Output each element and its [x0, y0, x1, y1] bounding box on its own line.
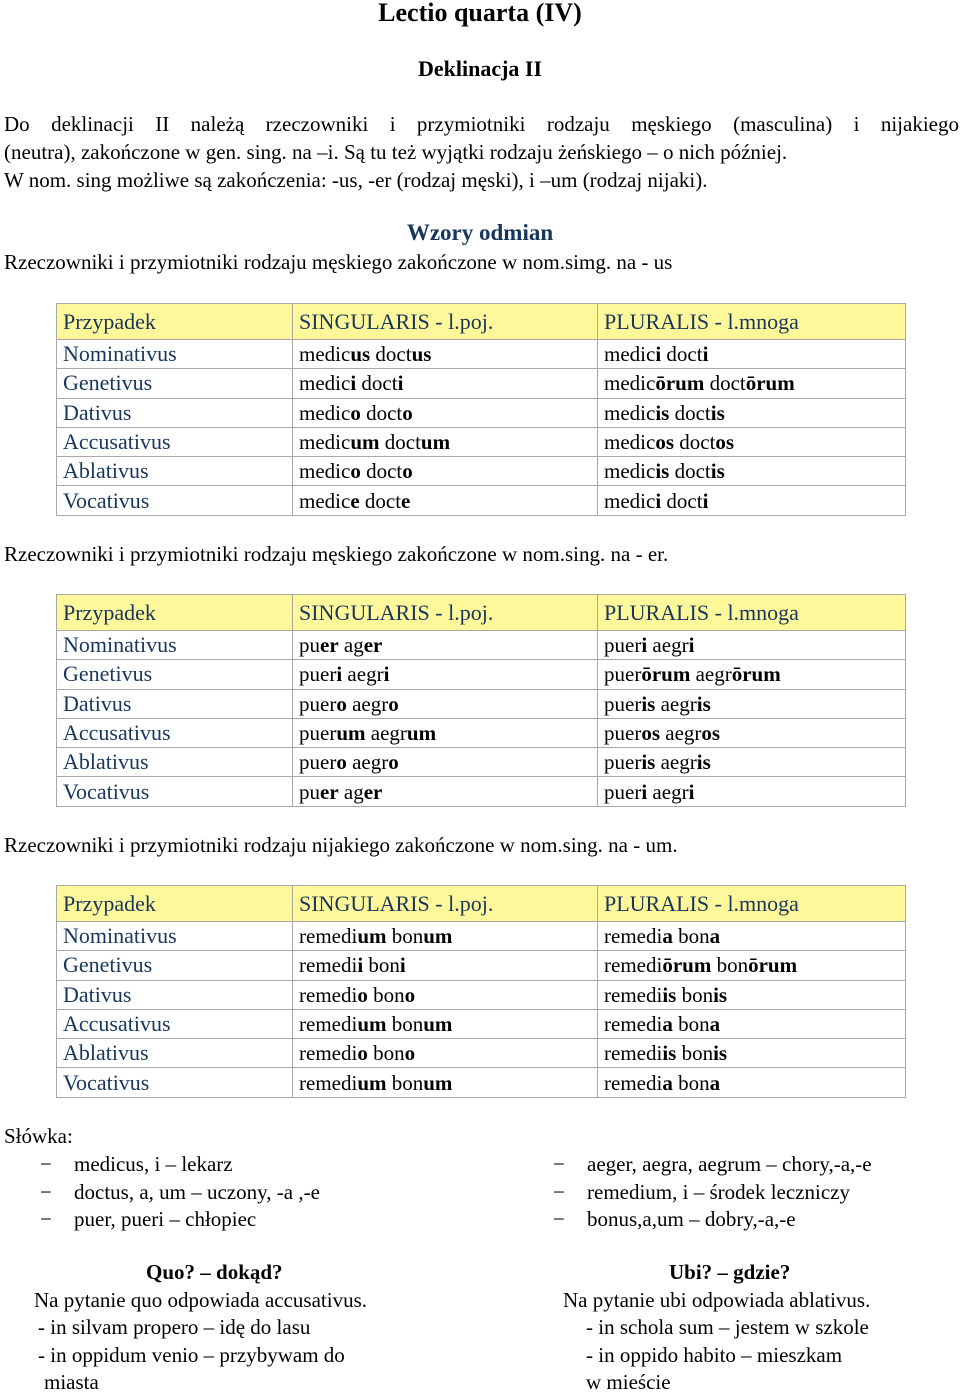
- word-stem: bon: [386, 1012, 424, 1037]
- dash-bullet: −: [553, 1152, 565, 1176]
- word-stem: puer: [604, 633, 642, 658]
- singular-form: [293, 1039, 598, 1068]
- word-stem: aegr: [660, 721, 702, 746]
- word-ending: is: [696, 750, 711, 775]
- word-stem: doct: [379, 430, 421, 455]
- word-ending: ōrum: [745, 371, 795, 396]
- singular-form: [293, 427, 598, 456]
- page-title: Lectio quarta (IV): [378, 0, 582, 27]
- table-header-row: [57, 595, 906, 631]
- word-ending: um: [357, 924, 387, 949]
- word-stem: medic: [299, 342, 351, 367]
- word-ending: i: [397, 371, 404, 396]
- word-stem: puer: [604, 662, 642, 687]
- question-heading-quo: Quo? – dokąd?: [146, 1260, 283, 1284]
- vocab-list-right: [520, 1150, 872, 1233]
- word-stem: bon: [363, 953, 400, 978]
- plural-form: [598, 457, 906, 486]
- word-stem: medic: [299, 488, 351, 513]
- word-stem: remedi: [604, 953, 663, 978]
- vocab-list-left: [4, 1150, 320, 1233]
- word-stem: medic: [604, 430, 656, 455]
- plural-form: [598, 631, 906, 660]
- word-ending: i: [702, 342, 709, 367]
- table-row: [57, 427, 906, 456]
- declension-table-us: [56, 303, 906, 516]
- table-row: [57, 718, 906, 747]
- case-name: Dativus: [57, 980, 293, 1009]
- word-ending: i: [688, 779, 695, 804]
- vocab-text: puer, pueri – chłopiec: [74, 1207, 257, 1231]
- word-ending: o: [336, 691, 347, 716]
- dash-bullet: −: [40, 1152, 52, 1176]
- case-name: Ablativus: [57, 748, 293, 777]
- word-ending: i: [357, 953, 364, 978]
- word-ending: os: [715, 430, 735, 455]
- word-stem: pu: [299, 633, 320, 658]
- singular-form: [293, 631, 598, 660]
- word-ending: ōrum: [731, 662, 781, 687]
- singular-form: [293, 980, 598, 1009]
- singular-form: [293, 1068, 598, 1097]
- header-plural: PLURALIS - l.mnoga: [598, 886, 906, 922]
- header-case: Przypadek: [57, 304, 293, 340]
- word-stem: medic: [299, 430, 351, 455]
- question-example-2: - in oppidum venio – przybywam do: [38, 1342, 345, 1367]
- word-ending: i: [641, 633, 648, 658]
- word-ending: i: [336, 662, 343, 687]
- word-ending: us: [350, 342, 371, 367]
- case-name: Vocativus: [57, 777, 293, 806]
- declension-table-um: [56, 885, 906, 1098]
- word-stem: puer: [299, 691, 337, 716]
- case-name: Vocativus: [57, 1068, 293, 1097]
- header-plural: PLURALIS - l.mnoga: [598, 304, 906, 340]
- word-stem: puer: [604, 691, 642, 716]
- header-plural: PLURALIS - l.mnoga: [598, 595, 906, 631]
- word-stem: medic: [604, 400, 656, 425]
- word-ending: is: [713, 982, 728, 1007]
- word-stem: doct: [661, 488, 703, 513]
- case-name: Ablativus: [57, 457, 293, 486]
- word-ending: um: [357, 1012, 387, 1037]
- word-stem: doct: [661, 342, 703, 367]
- singular-form: [293, 689, 598, 718]
- word-ending: a: [709, 1070, 721, 1095]
- singular-form: [293, 457, 598, 486]
- word-stem: remedi: [604, 982, 663, 1007]
- case-name: Accusativus: [57, 718, 293, 747]
- table-row: [57, 631, 906, 660]
- word-ending: is: [662, 982, 677, 1007]
- vocab-label: Słówka:: [4, 1124, 73, 1148]
- plural-form: [598, 689, 906, 718]
- word-stem: bon: [676, 982, 714, 1007]
- vocab-item: [4, 1178, 320, 1206]
- word-ending: um: [423, 924, 453, 949]
- word-ending: er: [320, 633, 339, 658]
- table-row: [57, 1068, 906, 1097]
- word-stem: remedi: [299, 1041, 358, 1066]
- singular-form: [293, 718, 598, 747]
- word-ending: e: [401, 488, 411, 513]
- word-stem: doct: [669, 400, 711, 425]
- word-ending: o: [336, 750, 347, 775]
- word-ending: o: [357, 1041, 368, 1066]
- word-stem: remedi: [299, 1070, 358, 1095]
- word-ending: is: [710, 400, 725, 425]
- word-ending: os: [701, 721, 721, 746]
- word-stem: doct: [360, 459, 403, 484]
- word-stem: medic: [299, 459, 351, 484]
- word-ending: um: [423, 1070, 453, 1095]
- word-stem: puer: [604, 721, 642, 746]
- vocab-item: [4, 1150, 320, 1178]
- word-stem: aegr: [346, 750, 389, 775]
- intro-line-2: (neutra), zakończone w gen. sing. na –i. Są tu też wyjątki rodzaju żeńskiego – o nich później.: [4, 140, 788, 164]
- case-name: Accusativus: [57, 1009, 293, 1038]
- plural-form: [598, 922, 906, 951]
- word-stem: remedi: [604, 1012, 663, 1037]
- word-ending: um: [423, 1012, 453, 1037]
- case-name: Genetivus: [57, 660, 293, 689]
- word-stem: medic: [604, 342, 656, 367]
- word-stem: doct: [360, 400, 403, 425]
- question-example-1: - in silvam propero – idę do lasu: [38, 1315, 311, 1339]
- case-name: Dativus: [57, 398, 293, 427]
- word-ending: er: [363, 779, 383, 804]
- word-stem: bon: [367, 982, 405, 1007]
- word-ending: a: [662, 924, 673, 949]
- word-stem: doct: [704, 371, 746, 396]
- singular-form: [293, 748, 598, 777]
- case-name: Genetivus: [57, 951, 293, 980]
- word-ending: o: [388, 750, 399, 775]
- word-ending: i: [383, 662, 390, 687]
- table-row: [57, 340, 906, 369]
- word-ending: is: [641, 750, 656, 775]
- case-name: Ablativus: [57, 1039, 293, 1068]
- word-ending: o: [402, 459, 413, 484]
- word-stem: ag: [338, 633, 364, 658]
- table-header-row: [57, 886, 906, 922]
- table-row: [57, 486, 906, 515]
- word-ending: is: [696, 691, 711, 716]
- singular-form: [293, 777, 598, 806]
- page-subtitle: Deklinacja II: [417, 56, 543, 81]
- plural-form: [598, 486, 906, 515]
- vocab-text: aeger, aegra, aegrum – chory,-a,-e: [587, 1152, 872, 1176]
- case-name: Nominativus: [57, 922, 293, 951]
- dash-bullet: −: [40, 1179, 52, 1204]
- plural-form: [598, 340, 906, 369]
- singular-form: [293, 398, 598, 427]
- plural-form: [598, 398, 906, 427]
- header-case: Przypadek: [57, 886, 293, 922]
- word-ending: os: [655, 430, 674, 455]
- table-header-row: [57, 304, 906, 340]
- word-stem: medic: [299, 371, 351, 396]
- word-ending: i: [641, 779, 648, 804]
- word-ending: i: [350, 371, 357, 396]
- intro-paragraph: [4, 110, 959, 194]
- word-stem: medic: [299, 400, 351, 425]
- dash-bullet: −: [553, 1179, 565, 1204]
- word-stem: doct: [674, 430, 716, 455]
- word-ending: is: [710, 459, 725, 484]
- word-ending: er: [363, 633, 383, 658]
- word-ending: os: [641, 721, 661, 746]
- word-stem: remedi: [604, 1041, 663, 1066]
- vocab-item: [4, 1205, 320, 1233]
- word-ending: um: [350, 430, 380, 455]
- table-row: [57, 980, 906, 1009]
- header-case: Przypadek: [57, 595, 293, 631]
- singular-form: [293, 340, 598, 369]
- table-row: [57, 1009, 906, 1038]
- header-singular: SINGULARIS - l.poj.: [293, 595, 598, 631]
- word-stem: remedi: [299, 982, 358, 1007]
- word-ending: um: [357, 1070, 387, 1095]
- word-stem: aegr: [655, 750, 697, 775]
- word-ending: um: [406, 721, 437, 746]
- plural-form: [598, 427, 906, 456]
- vocab-item: [520, 1178, 872, 1206]
- vocab-item: [520, 1205, 872, 1233]
- declension-table-er: [56, 594, 906, 807]
- word-stem: puer: [604, 779, 642, 804]
- word-stem: remedi: [299, 1012, 358, 1037]
- word-ending: o: [357, 982, 368, 1007]
- word-stem: puer: [299, 721, 337, 746]
- word-stem: puer: [299, 750, 337, 775]
- table-heading-er: Rzeczowniki i przymiotniki rodzaju męskiego zakończone w nom.sing. na - er.: [4, 542, 669, 566]
- word-stem: aegr: [647, 633, 689, 658]
- case-name: Nominativus: [57, 340, 293, 369]
- word-stem: medic: [604, 488, 656, 513]
- word-ending: ōrum: [655, 371, 705, 396]
- dash-bullet: −: [553, 1207, 565, 1231]
- table-row: [57, 951, 906, 980]
- word-stem: medic: [604, 371, 656, 396]
- table-row: [57, 748, 906, 777]
- word-stem: doct: [356, 371, 398, 396]
- question-block-quo: [34, 1259, 414, 1397]
- word-ending: us: [411, 342, 432, 367]
- plural-form: [598, 718, 906, 747]
- word-stem: remedi: [604, 924, 663, 949]
- plural-form: [598, 1068, 906, 1097]
- plural-form: [598, 369, 906, 398]
- word-stem: ag: [338, 779, 364, 804]
- plural-form: [598, 777, 906, 806]
- table-heading-um: Rzeczowniki i przymiotniki rodzaju nijakiego zakończone w nom.sing. na - um.: [4, 833, 678, 857]
- vocab-text: doctus, a, um – uczony, -a ,-e: [74, 1179, 320, 1204]
- plural-form: [598, 1009, 906, 1038]
- question-rule-quo: Na pytanie quo odpowiada accusativus.: [34, 1287, 367, 1312]
- intro-line-3: W nom. sing możliwe są zakończenia: -us, -er (rodzaj męski), i –um (rodzaj nijaki).: [4, 168, 708, 192]
- table-row: [57, 398, 906, 427]
- question-heading-ubi: Ubi? – gdzie?: [669, 1260, 791, 1284]
- word-ending: a: [709, 1012, 721, 1037]
- word-ending: a: [709, 924, 721, 949]
- vocab-text: bonus,a,um – dobry,-a,-e: [587, 1207, 796, 1231]
- case-name: Vocativus: [57, 486, 293, 515]
- plural-form: [598, 748, 906, 777]
- question-rule-ubi: Na pytanie ubi odpowiada ablativus.: [563, 1287, 871, 1312]
- header-singular: SINGULARIS - l.poj.: [293, 304, 598, 340]
- word-stem: doct: [669, 459, 711, 484]
- header-singular: SINGULARIS - l.poj.: [293, 886, 598, 922]
- plural-form: [598, 1039, 906, 1068]
- word-stem: bon: [672, 1012, 710, 1037]
- word-ending: is: [655, 459, 670, 484]
- word-ending: i: [702, 488, 709, 513]
- word-ending: ōrum: [641, 662, 691, 687]
- singular-form: [293, 1009, 598, 1038]
- word-ending: is: [641, 691, 656, 716]
- word-stem: bon: [672, 1070, 710, 1095]
- word-stem: bon: [672, 924, 710, 949]
- word-ending: i: [688, 633, 695, 658]
- table-heading-us: Rzeczowniki i przymiotniki rodzaju męskiego zakończone w nom.simg. na - us: [4, 250, 673, 274]
- word-stem: doct: [370, 342, 412, 367]
- word-stem: bon: [386, 1070, 424, 1095]
- singular-form: [293, 660, 598, 689]
- word-stem: remedi: [299, 953, 358, 978]
- word-stem: pu: [299, 779, 320, 804]
- singular-form: [293, 922, 598, 951]
- table-row: [57, 369, 906, 398]
- word-stem: bon: [367, 1041, 405, 1066]
- table-row: [57, 660, 906, 689]
- word-ending: o: [404, 1041, 416, 1066]
- word-ending: er: [320, 779, 339, 804]
- dash-bullet: −: [40, 1207, 52, 1231]
- section-title: Wzory odmian: [406, 220, 554, 245]
- case-name: Genetivus: [57, 369, 293, 398]
- question-example-2-cont: w mieście: [586, 1370, 671, 1394]
- singular-form: [293, 486, 598, 515]
- singular-form: [293, 369, 598, 398]
- word-ending: is: [655, 400, 670, 425]
- word-stem: aegr: [365, 721, 407, 746]
- question-example-1: - in schola sum – jestem w szkole: [586, 1315, 869, 1339]
- word-stem: puer: [299, 662, 337, 687]
- word-ending: o: [388, 691, 399, 716]
- word-stem: remedi: [604, 1070, 663, 1095]
- word-ending: o: [402, 400, 413, 425]
- word-stem: doct: [359, 488, 402, 513]
- word-ending: i: [399, 953, 406, 978]
- table-row: [57, 777, 906, 806]
- question-example-2: - in oppido habito – mieszkam: [586, 1342, 843, 1367]
- word-stem: bon: [711, 953, 749, 978]
- word-stem: bon: [676, 1041, 714, 1066]
- table-row: [57, 457, 906, 486]
- case-name: Accusativus: [57, 427, 293, 456]
- word-ending: ōrum: [748, 953, 798, 978]
- plural-form: [598, 951, 906, 980]
- intro-line-1: Do deklinacji II należą rzeczowniki i przymiotniki rodzaju męskiego (masculina) i nijakiego: [4, 112, 959, 136]
- word-stem: aegr: [342, 662, 384, 687]
- word-stem: puer: [604, 750, 642, 775]
- vocab-text: medicus, i – lekarz: [74, 1152, 233, 1176]
- word-ending: is: [713, 1041, 728, 1066]
- table-row: [57, 922, 906, 951]
- word-stem: aegr: [647, 779, 689, 804]
- word-stem: aegr: [346, 691, 389, 716]
- question-example-2-cont: miasta: [44, 1370, 99, 1394]
- question-block-ubi: [563, 1259, 953, 1397]
- word-ending: e: [350, 488, 360, 513]
- word-ending: um: [336, 721, 366, 746]
- case-name: Dativus: [57, 689, 293, 718]
- plural-form: [598, 980, 906, 1009]
- word-ending: o: [350, 459, 361, 484]
- word-ending: a: [662, 1012, 673, 1037]
- word-stem: aegr: [690, 662, 732, 687]
- word-ending: o: [350, 400, 361, 425]
- word-ending: um: [420, 430, 451, 455]
- word-ending: o: [404, 982, 416, 1007]
- plural-form: [598, 660, 906, 689]
- word-ending: i: [655, 342, 662, 367]
- case-name: Nominativus: [57, 631, 293, 660]
- vocab-text: remedium, i – środek leczniczy: [587, 1179, 850, 1204]
- word-ending: a: [662, 1070, 673, 1095]
- word-stem: aegr: [655, 691, 697, 716]
- vocab-item: [520, 1150, 872, 1178]
- singular-form: [293, 951, 598, 980]
- word-stem: medic: [604, 459, 656, 484]
- word-stem: bon: [386, 924, 424, 949]
- word-ending: is: [662, 1041, 677, 1066]
- word-stem: remedi: [299, 924, 358, 949]
- table-row: [57, 1039, 906, 1068]
- word-ending: i: [655, 488, 662, 513]
- word-ending: ōrum: [662, 953, 712, 978]
- table-row: [57, 689, 906, 718]
